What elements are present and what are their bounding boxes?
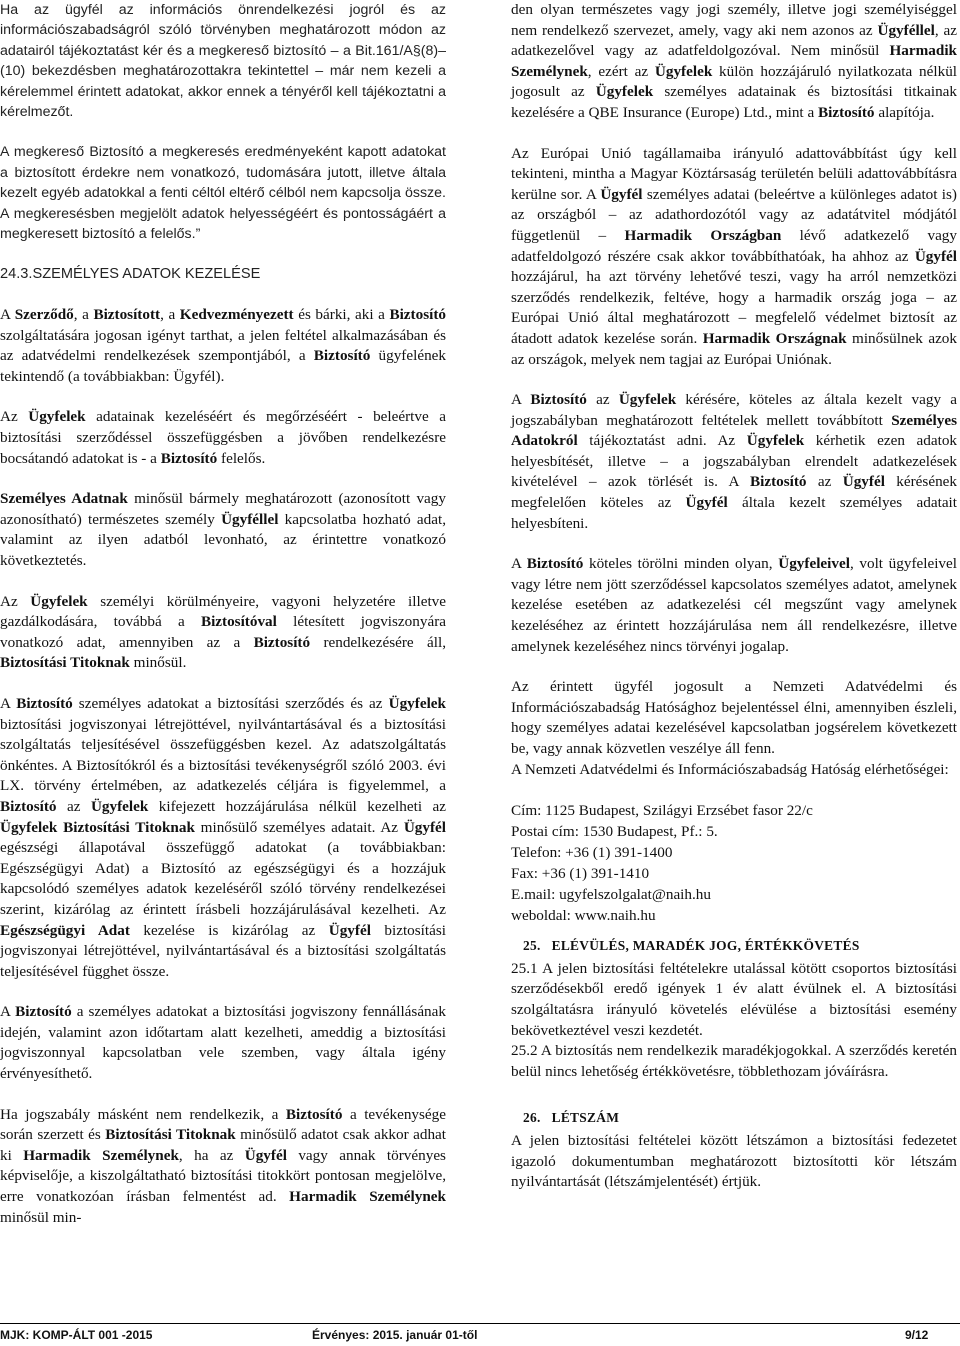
address-line: Fax: +36 (1) 391-1410 [511, 865, 650, 883]
paragraph: A jelen biztosítási feltételei között létszámon a biztosítási fedezetet igazoló dokumentumban meghatározott biztosítotti kör létszám nyilvántartását (létszámjelentését) értjük. [511, 1131, 957, 1191]
paragraph: A Biztosító köteles törölni minden olyan, Ügyfeleivel, volt ügyfeleivel vagy létre nem jött szerződéssel kapcsolatos személyes adatot, amelynek kezelése esetében az adatkezelési cél megszűnt vagy amelynek kezeléséhez az érintett hozzájárulása nem áll rendelkezésre, illetve amelynek kezeléséhez nincs törvényi jogalap. [511, 555, 957, 655]
right-column [511, 0, 957, 1193]
section-heading-25 [523, 936, 957, 957]
heading-number: 26. [523, 1110, 541, 1126]
paragraph: A Biztosító az Ügyfelek kérésére, köteles az általa kezelt vagy a jogszabályban meghatározott feltételek mellett továbbított Személyes Adatokról tájékoztatást adni. Az Ügyfelek kérhetik ezen adatok helyesbítését, illetve – a jogszabályban elrendelt adatkezelések kivételével – azok törlését is. A Biztosító az Ügyfél kérésének megfelelően köteles az Ügyfél általa kezelt személyes adatait helyesbíteni. [511, 391, 958, 532]
heading-number: 25. [523, 938, 541, 954]
paragraph: A Biztosító a személyes adatokat a biztosítási jogviszony fennállásának idején, valamint azon időtartam alatt kezelheti, ameddig a biztosítási jogviszonnyal kapcsolatban vele szemben, vagy általa igény érvényesíthető. [0, 1003, 446, 1083]
paragraph: Az Európai Unió tagállamaiba irányuló adattovábbítást úgy kell tekinteni, mintha a Magyar Köztársaság területén belüli adattovábbításra kerülne sor. A Ügyfél személyes adatai (beleértve a különleges adatot is) az országból – az adathordozótól vagy az adatátvitel módjától függetlenül – Harmadik Országban lévő adatkezelő vagy adatfeldolgozó részére csak akkor továbbíthatóak, ha ahhoz az Ügyfél hozzájárul, ha azt törvény lehetővé teszi, vagy ha arról nemzetközi szerződés rendelkezik, feltéve, hogy a harmadik ország joga – az Európai Unió által meghatározott – megfelelő védelmet biztosít az átadott adatok kezelése során. Harmadik Országnak minősülnek azok az országok, melyek nem tagjai az Európai Uniónak. [511, 144, 957, 368]
paragraph: A Nemzeti Adatvédelmi és Információszabadság Hatóság elérhetőségei: [511, 760, 949, 778]
left-column [0, 0, 446, 1228]
heading-text: LÉTSZÁM [551, 1110, 620, 1126]
footer-document-code: MJK: KOMP-ÁLT 001 -2015 [0, 1328, 153, 1342]
paragraph: 25.2 A biztosítás nem rendelkezik maradékjogokkal. A szerződés keretén belül nincs lehetőség értékkövetésre, többlethozam jóváírásra. [511, 1042, 957, 1080]
footer-validity: Érvényes: 2015. január 01-től [312, 1328, 478, 1342]
paragraph: Az Ügyfelek adatainak kezeléséért és megőrzéséért - beleértve a biztosítási szerződéssel összefüggésben a jövőben rendelkezésre bocsátandó adatokat is - a Biztosító felelős. [0, 408, 446, 467]
paragraph: Ha az ügyfél az információs önrendelkezési jogról és az információszabadságról szóló törvényben meghatározott módon az adatairól tájékoztatást kér és a megkereső biztosító – a Bit.161/A§(8)–(10) bekezdésben meghatározottakra tekintettel – már nem kezeli a kérelemmel érintett adatokat, akkor ennek a tényéről kell tájékoztatni a kérelmezőt. [0, 2, 446, 121]
paragraph: den olyan természetes vagy jogi személy, illetve jogi személyiséggel nem rendelkező szervezet, amely, vagy aki nem azonos az Ügyféllel, az adatkezelővel vagy az adatfeldolgozóval. Nem minősül Harmadik Személynek, ezért az Ügyfelek külön hozzájáruló nyilatkozata nélkül jogosult az Ügyfelek személyes adatainak és biztosítási titkainak kezelésére a QBE Insurance (Europe) Ltd., mint a Biztosító alapítója. [511, 1, 958, 121]
section-heading-26 [523, 1108, 957, 1129]
paragraph: A megkereső Biztosító a megkeresés eredményeként kapott adatokat a biztosított érdekre nem vonatkozó, tudomására jutott, illetve általa kezelt egyéb adatokkal a fenti céltól eltérő célból nem kapcsolja össze. A megkeresésben megjelölt adatok helyességéért és pontosságáért a megkeresett biztosító a felelős.” [0, 144, 446, 243]
footer-page-number: 9/12 [905, 1328, 929, 1342]
section-title: 24.3.SZEMÉLYES ADATOK KEZELÉSE [0, 266, 261, 283]
paragraph: 25.1 A jelen biztosítási feltételekre utalással kötött csoportos biztosítási szerződésekből eredő igények 1 év alatt évülnek el. A biztosítási szolgáltatásra irányuló követelés elévülése a biztosítási esemény bekövetkeztével veszi kezdetét. [511, 959, 957, 1039]
paragraph: Az érintett ügyfél jogosult a Nemzeti Adatvédelmi és Információszabadság Hatósághoz bejelentéssel élni, amennyiben észleli, hogy személyes adatai kezelésével kapcsolatban jogsérelem következett be, vagy annak közvetlen veszélye áll fenn. [511, 678, 957, 757]
address-line: Postai cím: 1530 Budapest, Pf.: 5. [511, 823, 718, 841]
website-line: weboldal: www.naih.hu [511, 907, 656, 925]
contact-address [511, 800, 957, 926]
heading-text: ELÉVÜLÉS, MARADÉK JOG, ÉRTÉKKÖVETÉS [551, 938, 860, 954]
paragraph: A Biztosító személyes adatokat a biztosítási szerződés és az Ügyfelek biztosítási jogviszonyai létrejöttével, nyilvántartásával és a biztosítási szolgáltatás teljesítésével összefüggésben kezel. Az adatszolgáltatás önkéntes. A Biztosítókról és a biztosítási tevékenységről szóló 2003. évi LX. törvény értelmében, az adatkezelés céljára is figyelemmel, a Biztosító az Ügyfelek kifejezett hozzájárulása nélkül kezelheti az Ügyfelek Biztosítási Titoknak minősülő személyes adatait. Az Ügyfél egészségi állapotával összefüggő adatokat (a továbbiakban: Egészségügyi Adat) a Biztosító az egészségügyi és a hozzájuk kapcsolódó személyes adatok kezeléséről szóló törvény rendelkezései szerint, kizárólag az érintett írásbeli hozzájárulásával kezelheti. Az Egészségügyi Adat kezelése is kizárólag az Ügyfél biztosítási jogviszonyai létrejöttével, nyilvántartásával és a biztosítási szolgáltatás teljesítésével függhet össze. [0, 694, 446, 980]
paragraph: Az Ügyfelek személyi körülményeire, vagyoni helyzetére illetve gazdálkodására, továbbá a Biztosítóval létesített jogviszonyára vonatkozó adat, amennyiben az a Biztosító rendelkezésére áll, Biztosítási Titoknak minősül. [0, 592, 446, 672]
paragraph: Személyes Adatnak minősül bármely meghatározott (azonosított vagy azonosítható) természetes személy Ügyféllel kapcsolatba hozható adat, valamint az ilyen adatból levonható, az érintettre vonatkozó következtetés. [0, 490, 446, 569]
paragraph: Ha jogszabály másként nem rendelkezik, a Biztosító a tevékenysége során szerzett és Biztosítási Titoknak minősülő adatot csak akkor adhat ki Harmadik Személynek, ha az Ügyfél vagy annak törvényes képviselője, a kiszolgáltatható biztosítási titokkört pontosan megjelölve, erre vonatkozóan írásban felmentést ad. Harmadik Személynek minősül min- [0, 1105, 446, 1226]
page-footer [0, 1323, 960, 1346]
email-line: E.mail: ugyfelszolgalat@naih.hu [511, 886, 711, 904]
paragraph: A Szerződő, a Biztosított, a Kedvezményezett és bárki, aki a Biztosító szolgáltatására jogosan igényt tarthat, a jelen feltétel alkalmazásában és az adatvédelmi rendelkezések szempontjából, a Biztosító ügyfelének tekintendő (a továbbiakban: Ügyfél). [0, 306, 446, 385]
address-line: Telefon: +36 (1) 391-1400 [511, 844, 673, 862]
address-line: Cím: 1125 Budapest, Szilágyi Erzsébet fasor 22/c [511, 802, 813, 820]
